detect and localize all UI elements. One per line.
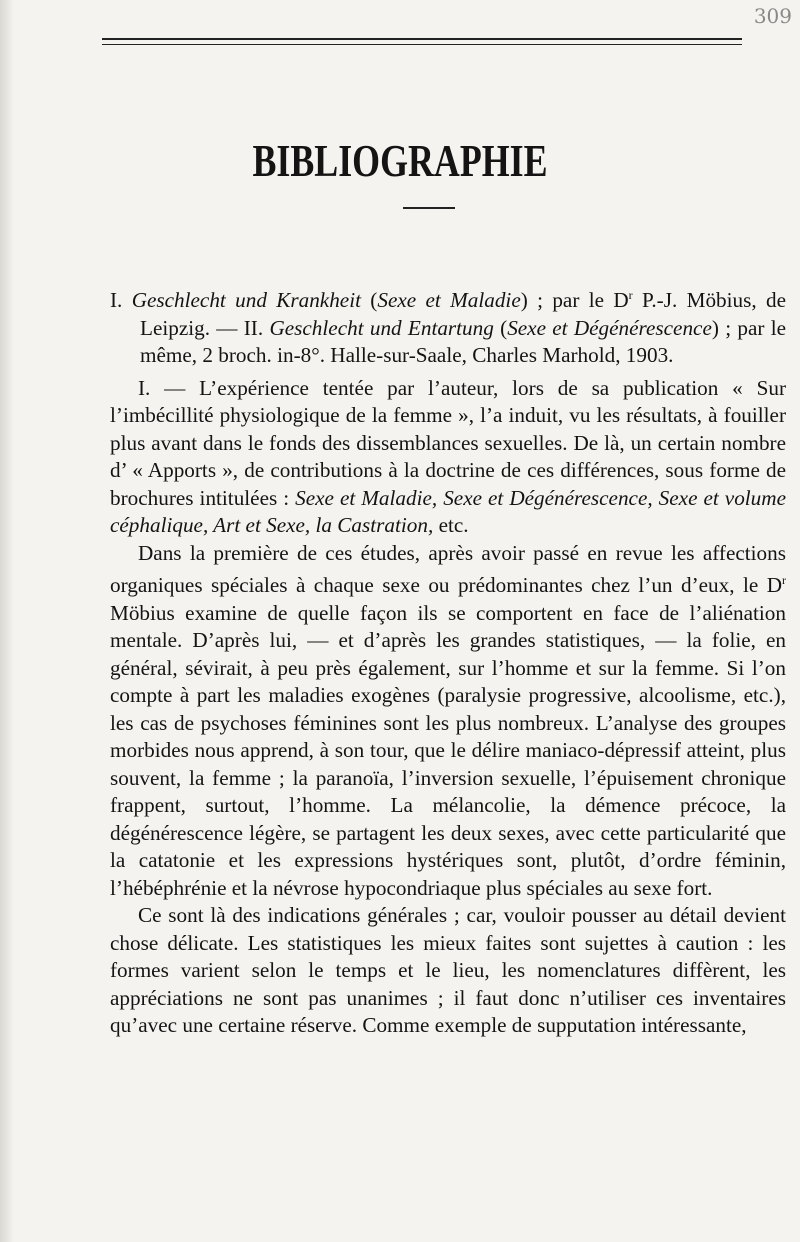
ref-title-2: Geschlecht und Entartung: [269, 315, 494, 340]
paragraph-2: [110, 540, 786, 903]
page-title: BIBLIOGRAPHIE: [252, 135, 548, 186]
ref-translation-1: Sexe et Maladie: [377, 288, 521, 312]
paragraph-1-text: I. — L’expérience tentée par l’auteur, lors de sa publication « Sur l’imbécillité physiologique de la femme », l’a induit, vu les résultats, à fouiller plus avant dans le fonds des dissemblances sexuelles. De là, un certain nombre d’ « Apports », de contributions à la doctrine de ces différences, sous forme de brochures intitulées :: [110, 375, 786, 510]
ref-author: P.-J. Möbius, de Leipzig. — II.: [140, 288, 786, 340]
paragraph-2-lead: Dans la première de ces études, après avoir passé en revue les affections organiques spéciales à chaque sexe ou prédominantes chez l’un d’eux, le D: [110, 540, 786, 597]
page-number: 309: [753, 4, 792, 28]
ref-sup: r: [628, 288, 633, 302]
binding-shadow: [0, 0, 14, 1242]
paragraph-2-text: Möbius examine de quelle façon ils se comportent en face de l’aliénation mentale. D’après lui, — et d’après les grandes statistiques, — la folie, en général, sévirait, à peu près également, sur l’homme et sur la femme. Si l’on compte à part les maladies exogènes (paralysie progressive, alcoolisme, etc.), les cas de psychoses féminines sont les plus nombreux. L’analyse des groupes morbides nous apprend, à son tour, que le délire maniaco-dépressif atteint, plus souvent, la femme ; la paranoïa, l’inversion sexuelle, l’épuisement chronique frappent, surtout, l’homme. La mélancolie, la démence précoce, la dégénérescence légère, se partagent les deux sexes, avec cette particularité que la catatonie et les expressions hystériques sont, plutôt, d’ordre féminin, l’hébéphrénie et la névrose hypocondriaque plus spéciales au sexe fort.: [110, 600, 786, 900]
paragraph-1-titles: Sexe et Maladie, Sexe et Dégénérescence, Sexe et volume céphalique, Art et Sexe, la Castration,: [110, 485, 786, 537]
ref-title-1: Geschlecht und Krankheit: [131, 288, 361, 312]
ref-translation-2: Sexe et Dégénérescence: [507, 315, 712, 340]
title-underline: [403, 207, 455, 209]
paragraph-1: [110, 375, 786, 540]
ref-publisher: ; par le même, 2 broch. in-8°. Halle-sur-Saale, Charles Marhold, 1903.: [140, 315, 786, 367]
ref-number: I.: [110, 288, 132, 312]
body-text: [110, 282, 786, 1040]
paragraph-3: Ce sont là des indications générales ; car, vouloir pousser au détail devient chose délicate. Les statistiques les mieux faites sont sujettes à caution : les formes varient selon le temps et le lieu, les nomenclatures diffèrent, les appréciations ne sont pas unanimes ; il faut donc n’utiliser ces inventaires qu’avec une certaine réserve. Comme exemple de supputation intéressante,: [110, 903, 786, 1037]
paragraph-1-tail: etc.: [433, 513, 469, 537]
header-rule: [102, 38, 742, 45]
ref-mid: ; par le D: [527, 288, 629, 312]
paragraph-2-sup: r: [782, 573, 786, 587]
bibliographic-reference: I. Geschlecht und Krankheit (Sexe et Maladie) ; par le $D^r$ P.-J. Möbius, de Leipzig. — II. Geschlecht und Entartung (Sexe et Dégénérescence) ; par le même, 2 broch. in-8°. Halle-sur-Saale, Charles Marhold, 1903.: [110, 288, 786, 367]
